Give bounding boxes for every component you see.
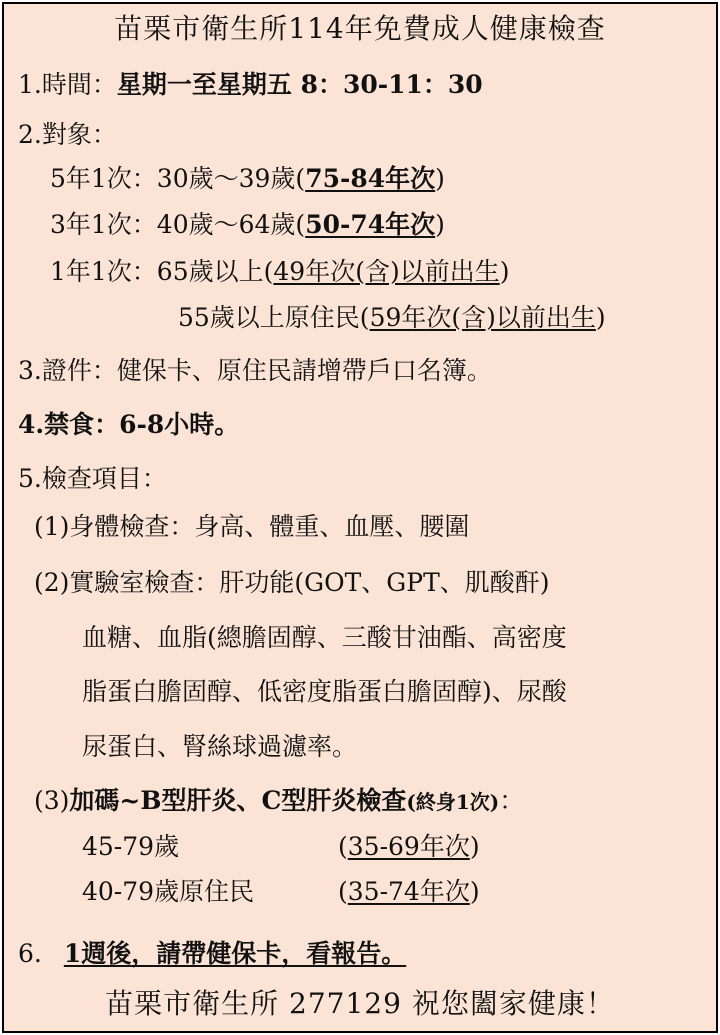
hepatitis-row-2-years-value: 35-74年次 [347, 877, 470, 906]
hepatitis-label: 加碼~B型肝炎、C型肝炎檢查 [69, 786, 407, 815]
items-lab-3: 脂蛋白膽固醇、低密度脂蛋白膽固醇)、尿酸 [82, 677, 567, 706]
target-indigenous-years: 59年次(含)以前出生 [369, 303, 596, 332]
hepatitis-colon: ： [499, 786, 525, 815]
time-row [18, 68, 483, 102]
hepatitis-row-2-close: ) [469, 877, 480, 906]
target-row-1 [50, 162, 445, 196]
target-row-2-years: 50-74年次 [305, 210, 436, 239]
flyer-title: 苗栗市衛生所114年免費成人健康檢查 [114, 12, 606, 45]
hepatitis-row-2-years [338, 875, 480, 909]
report-row [18, 937, 406, 971]
target-indigenous [178, 301, 606, 335]
hepatitis-row-1-age: 45-79歲 [82, 832, 180, 861]
time-label: 1.時間： [18, 70, 117, 99]
target-row-2-close: ) [435, 210, 445, 239]
items-hepatitis [34, 784, 524, 819]
target-row-1-close: ) [435, 164, 445, 193]
flyer-frame [2, 2, 718, 1033]
target-row-3-years: 49年次(含)以前出生 [273, 257, 500, 286]
time-value: 星期一至星期五 8：30-11：30 [116, 70, 483, 99]
hepatitis-prefix: (3) [34, 786, 70, 815]
target-row-1-freq: 5年1次：30歲～39歲( [50, 164, 306, 193]
hepatitis-row-1-close: ) [469, 832, 480, 861]
items-physical: (1)身體檢查：身高、體重、血壓、腰圍 [34, 512, 470, 541]
target-row-2-freq: 3年1次：40歲～64歲( [50, 210, 306, 239]
items-lab-2: 血糖、血脂(總膽固醇、三酸甘油酯、高密度 [82, 623, 567, 652]
target-indigenous-text: 55歲以上原住民( [178, 303, 370, 332]
target-row-3-close: ) [499, 257, 510, 286]
hepatitis-row-2-age: 40-79歲原住民 [82, 877, 255, 906]
documents-row: 3.證件：健保卡、原住民請增帶戶口名簿。 [18, 356, 492, 385]
report-num: 6. [18, 939, 42, 968]
hepatitis-row-1-open: ( [338, 832, 348, 861]
target-row-2 [50, 208, 445, 242]
items-label: 5.檢查項目： [18, 464, 167, 493]
target-label: 2.對象： [18, 120, 117, 149]
hepatitis-row-1-years [338, 830, 480, 864]
fasting-row: 4.禁食：6-8小時。 [18, 410, 240, 439]
hepatitis-row-2-open: ( [338, 877, 348, 906]
target-row-3 [50, 255, 509, 289]
target-row-3-freq: 1年1次：65歲以上( [50, 257, 274, 286]
items-lab-1: (2)實驗室檢查：肝功能(GOT、GPT、肌酸酐) [34, 568, 550, 597]
target-row-1-years: 75-84年次 [305, 164, 436, 193]
target-indigenous-close: ) [595, 303, 606, 332]
hepatitis-row-1-years-value: 35-69年次 [347, 832, 470, 861]
report-text: 1週後，請帶健保卡，看報告。 [63, 939, 407, 968]
items-lab-4: 尿蛋白、腎絲球過濾率。 [82, 732, 358, 761]
footer-greeting: 苗栗市衛生所 277129 祝您闔家健康！ [105, 987, 615, 1020]
hepatitis-note: (終身1次) [406, 790, 500, 814]
